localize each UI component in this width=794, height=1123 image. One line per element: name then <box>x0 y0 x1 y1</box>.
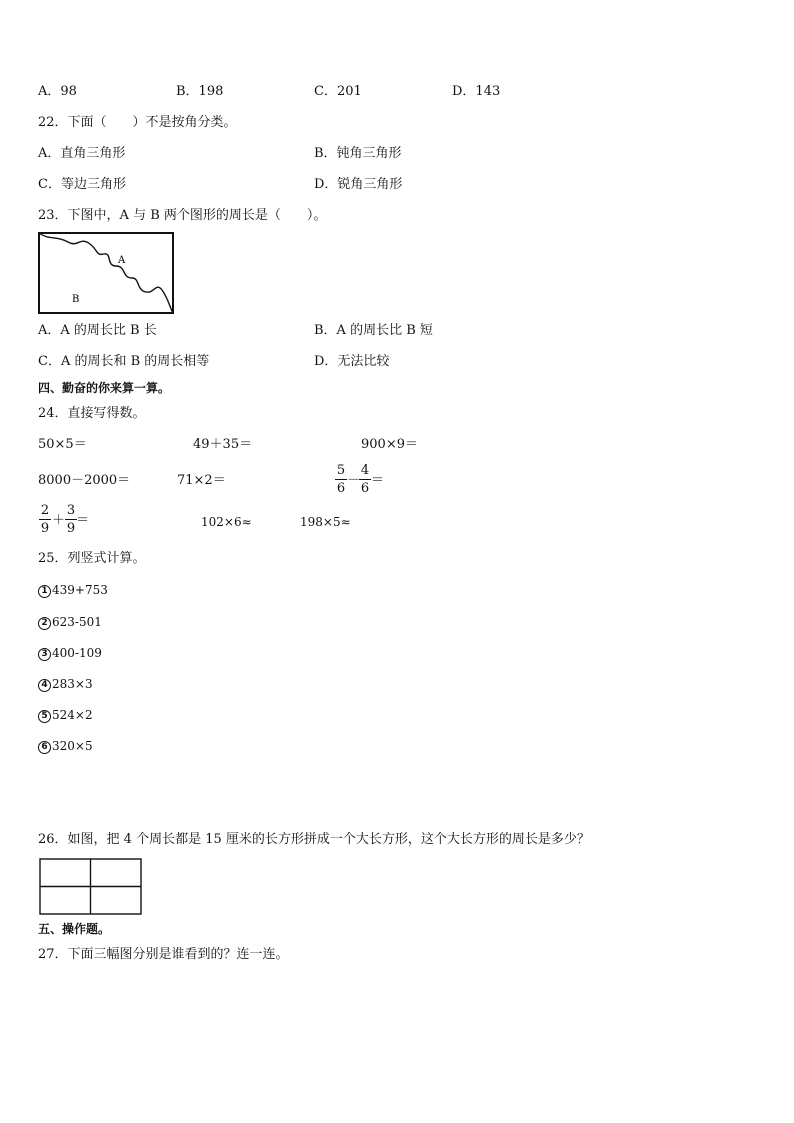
circled-number-6: 6 <box>38 741 51 754</box>
q22-option-d: D．锐角三角形 <box>314 177 403 192</box>
q26-figure-grid <box>39 858 142 915</box>
q23-stem: 23．下图中，A 与 B 两个图形的周长是（ ）。 <box>38 208 327 223</box>
q25-stem: 25．列竖式计算。 <box>38 551 146 566</box>
q24-item: 198×5≈ <box>300 515 351 529</box>
q24-item: 50×5＝ <box>38 437 87 452</box>
plus-sign: ＋ <box>52 513 66 528</box>
fraction-three-ninths: 3 9 <box>66 503 76 536</box>
q25-expression: 283×3 <box>52 677 93 691</box>
q24-item: 49＋35＝ <box>193 437 253 452</box>
q25-expression: 439+753 <box>52 583 108 597</box>
q25-expression: 400-109 <box>52 646 102 660</box>
circled-number-2: 2 <box>38 617 51 630</box>
q27-stem: 27．下面三幅图分别是谁看到的？连一连。 <box>38 947 289 962</box>
minus-sign: － <box>347 473 361 488</box>
q23-label-a: A <box>118 255 126 266</box>
q24-stem: 24．直接写得数。 <box>38 406 146 421</box>
equals-sign: ＝ <box>76 513 90 528</box>
circled-number-1: 1 <box>38 585 51 598</box>
q21-option-d: D．143 <box>452 84 501 99</box>
q25-expression: 320×5 <box>52 739 93 753</box>
q23-figure-rectangle <box>39 233 173 313</box>
q22-stem: 22．下面（ ）不是按角分类。 <box>38 115 237 130</box>
section-5-title: 五、操作题。 <box>38 922 111 936</box>
q25-expression: 524×2 <box>52 708 93 722</box>
circled-number-4: 4 <box>38 679 51 692</box>
q25-expression: 623-501 <box>52 615 102 629</box>
circled-number-5: 5 <box>38 710 51 723</box>
fraction-two-ninths: 2 9 <box>40 503 50 536</box>
q25-item <box>38 706 93 724</box>
q22-option-a: A．直角三角形 <box>38 146 126 161</box>
q22-option-c: C．等边三角形 <box>38 177 126 192</box>
q23-option-a: A．A 的周长比 B 长 <box>38 323 157 338</box>
q24-item: 900×9＝ <box>361 437 418 452</box>
q24-item: 8000－2000＝ <box>38 473 131 488</box>
q24-item: 102×6≈ <box>201 515 252 529</box>
q25-item <box>38 644 102 662</box>
q24-item: 71×2＝ <box>177 473 226 488</box>
q23-label-b: B <box>72 294 80 305</box>
q23-option-d: D．无法比较 <box>314 354 390 369</box>
section-4-title: 四、勤奋的你来算一算。 <box>38 381 171 395</box>
q23-figure-wavy-divider <box>39 233 173 313</box>
q25-item <box>38 675 93 693</box>
q25-item <box>38 737 93 755</box>
q23-option-c: C．A 的周长和 B 的周长相等 <box>38 354 210 369</box>
q25-item <box>38 581 108 599</box>
q21-option-b: B．198 <box>176 84 224 99</box>
q21-option-c: C．201 <box>314 84 362 99</box>
q23-figure <box>38 232 174 314</box>
q26-stem: 26．如图，把 4 个周长都是 15 厘米的长方形拼成一个大长方形，这个大长方形的周长是多少？ <box>38 832 590 847</box>
fraction-five-sixths: 5 6 <box>336 463 346 496</box>
circled-number-3: 3 <box>38 648 51 661</box>
q25-item <box>38 613 102 631</box>
q21-option-a: A．98 <box>38 84 77 99</box>
q22-option-b: B．钝角三角形 <box>314 146 402 161</box>
fraction-four-sixths: 4 6 <box>360 463 370 496</box>
q23-option-b: B．A 的周长比 B 短 <box>314 323 433 338</box>
equals-sign: ＝ <box>371 473 385 488</box>
